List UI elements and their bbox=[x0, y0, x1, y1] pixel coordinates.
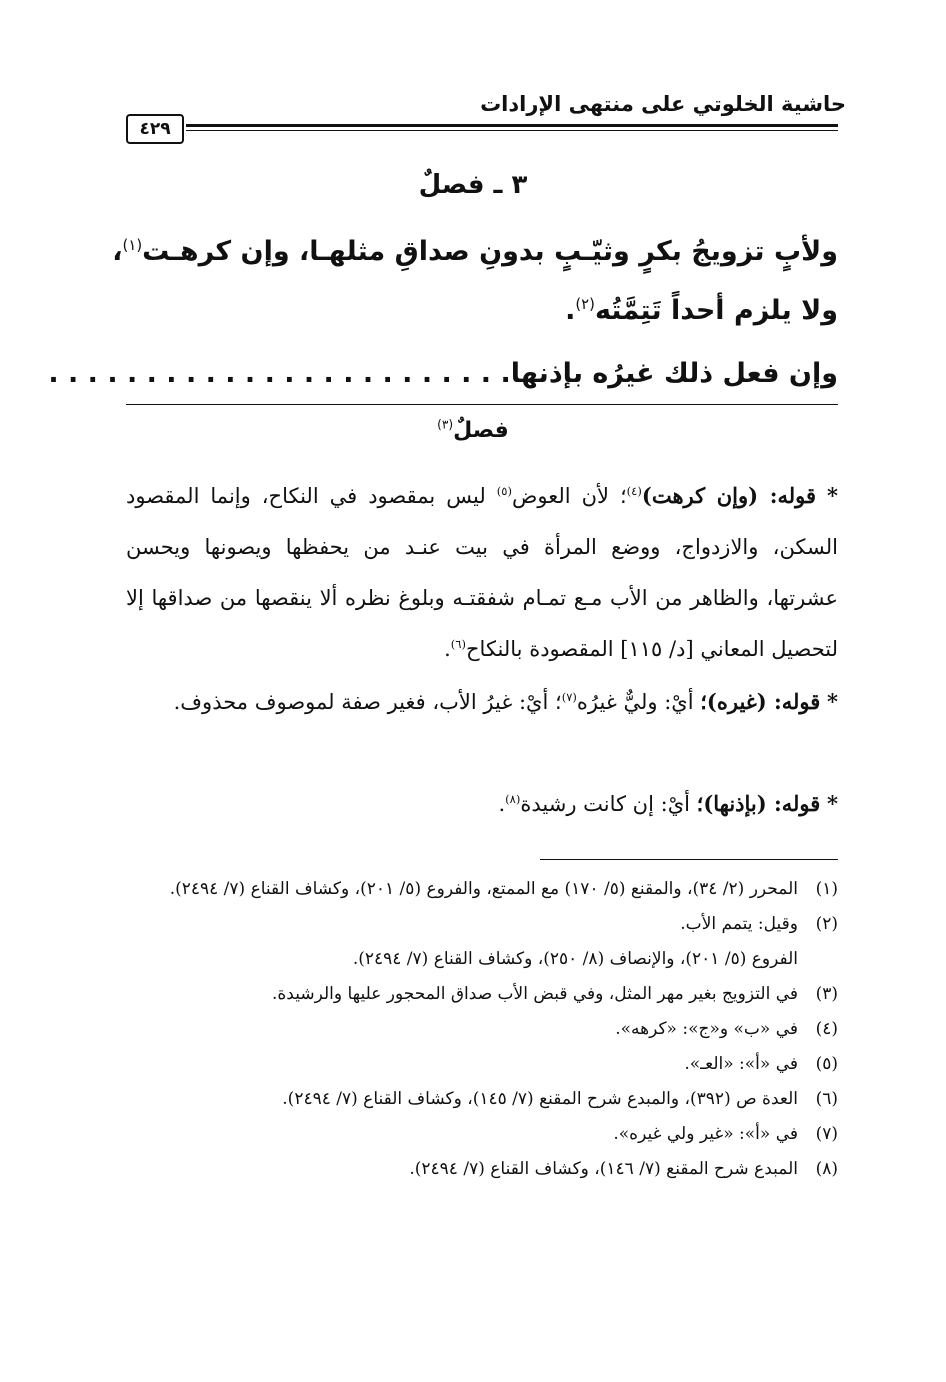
footnote-number: (٤) bbox=[815, 1019, 838, 1039]
matn-line-1 bbox=[103, 236, 838, 267]
commentary-title bbox=[0, 418, 946, 443]
footnote-ref: (٤) bbox=[626, 484, 642, 498]
matn-line-3-text: وإن فعل ذلك غيرُه بإذنها bbox=[510, 358, 838, 389]
footnote-number: (٨) bbox=[815, 1159, 838, 1179]
footnote-text: المحرر (٢/ ٣٤)، والمقنع (٥/ ١٧٠) مع الممتع، والفروع (٥/ ٢٠١)، وكشاف القناع (٧/ ٢٤٩٤). bbox=[169, 879, 798, 899]
footnote bbox=[126, 872, 838, 907]
footnote-rule bbox=[540, 859, 838, 860]
quote-label: قوله: (وإن كرهت) bbox=[641, 483, 817, 508]
footnote bbox=[126, 1082, 838, 1117]
commentary-paragraph-1 bbox=[126, 470, 838, 675]
paragraph-text: ليس بمقصود في النكاح، وإنما المقصود السكن، والازدواج، ووضع المرأة في بيت عنـد من يحفظها ويصونها ويحسن عشرتها، والظاهر من الأب مـع تمـام شفقتـه وبلوغ نظره ألا ينقصها من صداقها إلا لتحصيل المعاني bbox=[126, 484, 838, 661]
footnote-ref: (٣) bbox=[437, 417, 454, 432]
star-marker: * bbox=[827, 689, 838, 714]
star-marker: * bbox=[827, 483, 838, 508]
footnote-text: في التزويج بغير مهر المثل، وفي قبض الأب صداق المحجور عليها والرشيدة. bbox=[271, 984, 798, 1004]
footnote bbox=[126, 1117, 838, 1152]
paragraph-text: المقصودة بالنكاح bbox=[466, 637, 621, 661]
footnote-ref: (٧) bbox=[561, 690, 577, 704]
matn-line-1-punct: ، bbox=[112, 236, 123, 267]
footnote-ref: (٥) bbox=[496, 484, 512, 498]
section-title: ٣ ـ فصلٌ bbox=[418, 170, 528, 200]
quote-label: قوله: (بإذنها)؛ bbox=[696, 791, 821, 816]
matn-line-2-text: ولا يلزم أحداً تَتِمَّتُه bbox=[594, 295, 838, 326]
footnote-text: العدة ص (٣٩٢)، والمبدع شرح المقنع (٧/ ١٤٥)، وكشاف القناع (٧/ ٢٤٩٤). bbox=[282, 1089, 798, 1109]
footnote-ref: (١) bbox=[122, 236, 143, 254]
footnote-text: في «أ»: «غير ولي غيره». bbox=[613, 1124, 798, 1144]
commentary-paragraph-2 bbox=[126, 676, 838, 728]
paragraph-text: ؛ لأن العوض bbox=[511, 484, 627, 508]
footnote-number: (٥) bbox=[815, 1054, 838, 1074]
footnote-ref: (٨) bbox=[505, 792, 521, 806]
footnote-text: وقيل: يتمم الأب. bbox=[680, 914, 798, 934]
matn-line-1-text: ولأبٍ تزويجُ بكرٍ وثيّـبٍ بدونِ صداقِ مثلهـا، وإن كرهـت bbox=[142, 236, 838, 267]
matn-line-2 bbox=[103, 295, 838, 326]
matn-divider bbox=[126, 404, 838, 405]
footnote-number: (١) bbox=[815, 879, 838, 899]
commentary-paragraph-3 bbox=[126, 778, 838, 830]
star-marker: * bbox=[827, 791, 838, 816]
paragraph-text: ؛ أيْ: غيرُ الأب، فغير صفة لموصوف محذوف. bbox=[173, 690, 562, 714]
footnote-number: (٢) bbox=[815, 914, 838, 934]
footnote-ref: (٦) bbox=[450, 637, 466, 651]
manuscript-ref: [د/ ١١٥] bbox=[620, 637, 694, 661]
footnote-number: (٦) bbox=[815, 1089, 838, 1109]
paragraph-text: . bbox=[498, 792, 506, 816]
footnotes bbox=[126, 872, 838, 1187]
footnote bbox=[126, 1012, 838, 1047]
footnote-text: في «ب» و«ج»: «كرهه». bbox=[615, 1019, 798, 1039]
footnote bbox=[126, 977, 838, 1012]
continuation-dots: . . . . . . . . . . . . . . . . . . . . . . . . bbox=[48, 358, 511, 389]
footnote-text: في «أ»: «العـ». bbox=[684, 1054, 798, 1074]
matn-line-3 bbox=[48, 358, 838, 389]
footnote-text: المبدع شرح المقنع (٧/ ١٤٦)، وكشاف القناع (٧/ ٢٤٩٤). bbox=[409, 1159, 798, 1179]
header-rule bbox=[186, 124, 838, 131]
paragraph-text: أيْ: إن كانت رشيدة bbox=[520, 792, 697, 816]
page-number: ٤٢٩ bbox=[126, 114, 184, 144]
footnote bbox=[126, 1047, 838, 1082]
running-header-title: حاشية الخلوتي على منتهى الإرادات bbox=[480, 92, 846, 116]
quote-label: قوله: (غيره)؛ bbox=[700, 689, 821, 714]
footnote-number: (٣) bbox=[815, 984, 838, 1004]
paragraph-text: . bbox=[444, 637, 451, 661]
footnote-continuation: الفروع (٥/ ٢٠١)، والإنصاف (٨/ ٢٥٠)، وكشاف القناع (٧/ ٢٤٩٤). bbox=[352, 949, 798, 969]
footnote bbox=[126, 907, 838, 977]
commentary-title-text: فصلٌ bbox=[453, 418, 509, 443]
matn-line-2-punct: . bbox=[565, 295, 576, 326]
footnote-number: (٧) bbox=[815, 1124, 838, 1144]
footnote-ref: (٢) bbox=[575, 295, 595, 313]
paragraph-text: أيْ: وليٌّ غيرُه bbox=[576, 690, 701, 714]
footnote bbox=[126, 1152, 838, 1187]
